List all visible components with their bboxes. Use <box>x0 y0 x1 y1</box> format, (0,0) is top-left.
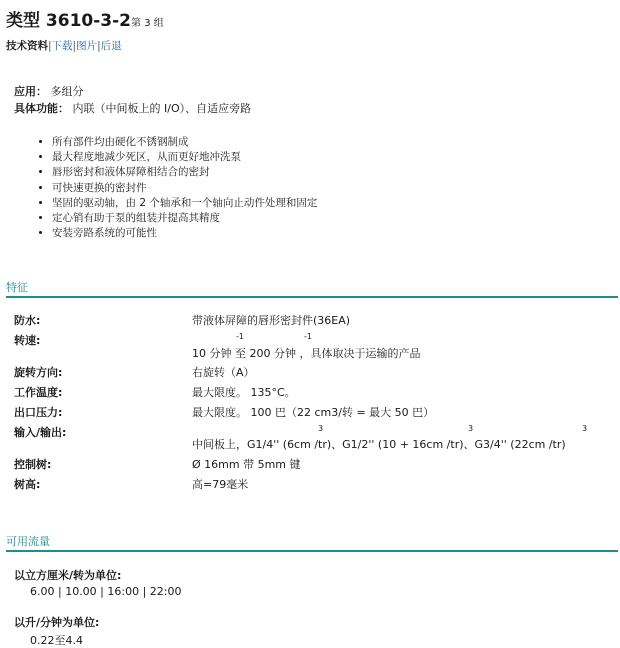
nav-separator: | <box>97 40 101 52</box>
flow-section-title: 可用流量 <box>6 535 50 548</box>
nav-link-download[interactable]: 下载 <box>51 40 73 52</box>
spec-value-temperature: 最大限度。 135°C。 <box>192 386 296 399</box>
spec-label-io: 输入/输出: <box>14 426 67 439</box>
feature-item: • 所有部件均由硬化不锈钢制成 <box>52 135 317 150</box>
feature-item: • 唇形密封和液体屏障相结合的密封 <box>52 165 317 180</box>
spec-speed-exponent: -1 <box>236 332 244 341</box>
feature-item: • 可快速更换的密封件 <box>52 181 317 196</box>
nav-current-tech-data: 技术资料 <box>6 40 48 52</box>
flow-section-divider <box>6 550 618 552</box>
function-label: 具体功能： <box>14 102 69 115</box>
spec-label-shaft-height: 树高: <box>14 478 41 491</box>
spec-speed-exponent: -1 <box>304 332 312 341</box>
feature-item: • 安装旁路系统的可能性 <box>52 226 317 241</box>
spec-label-waterproof: 防水: <box>14 314 41 327</box>
spec-io-exponent: 3 <box>582 424 588 433</box>
function-line <box>14 100 251 117</box>
nav-separator: | <box>48 40 52 52</box>
application-value: 多组分 <box>50 85 84 98</box>
spec-io-exponent: 3 <box>318 424 324 433</box>
application-label: 应用： <box>14 85 47 98</box>
spec-value-shaft-height: 高=79毫米 <box>192 478 249 491</box>
spec-value-outlet-pressure: 最大限度。 100 巴（22 cm3/转 = 最大 50 巴） <box>192 406 435 419</box>
spec-value-control-shaft: Ø 16mm 带 5mm 键 <box>192 458 301 471</box>
product-type-title: 类型 3610-3-2 <box>6 11 132 31</box>
overview-block <box>14 83 251 117</box>
feature-list <box>34 135 317 241</box>
spec-label-outlet-pressure: 出口压力: <box>14 406 63 419</box>
spec-label-control-shaft: 控制树: <box>14 458 52 471</box>
spec-value-speed: 10 分钟 至 200 分钟 ，具体取决于运输的产品 <box>192 347 421 360</box>
spec-value-rotation: 右旋转（A） <box>192 366 255 379</box>
flow-cm3-label: 以立方厘米/转为单位: <box>14 569 122 582</box>
spec-io-exponent: 3 <box>468 424 474 433</box>
page-title <box>6 6 164 31</box>
feature-item: • 定心销有助于泵的组装并提高其精度 <box>52 211 317 226</box>
feature-item: • 坚固的驱动轴，由 2 个轴承和一个轴向止动件处理和固定 <box>52 196 317 211</box>
flow-cm3-value: 6.00 | 10.00 | 16:00 | 22:00 <box>30 585 182 598</box>
spec-value-waterproof: 带液体屏障的唇形密封件(36EA) <box>192 314 351 327</box>
group-subtitle: 第 3 组 <box>131 18 164 29</box>
spec-label-rotation: 旋转方向: <box>14 366 63 379</box>
feature-item: • 最大程度地减少死区，从而更好地冲洗泵 <box>52 150 317 165</box>
nav-link-images[interactable]: 图片 <box>76 40 98 52</box>
nav-link-back[interactable]: 后退 <box>100 40 122 52</box>
flow-lpm-value: 0.22至4.4 <box>30 634 83 647</box>
spec-label-temperature: 工作温度: <box>14 386 63 399</box>
application-line <box>14 83 251 100</box>
flow-lpm-label: 以升/分钟为单位: <box>14 616 100 629</box>
specs-section-divider <box>6 296 618 298</box>
page-nav <box>6 38 122 53</box>
function-value: 内联（中间板上的 I/O）、自适应旁路 <box>72 102 252 115</box>
spec-label-speed: 转速: <box>14 334 41 347</box>
specs-section-title: 特征 <box>6 281 28 294</box>
nav-separator: | <box>72 40 77 52</box>
spec-value-io: 中间板上，G1/4'' (6cm /tr)、G1/2'' (10 + 16cm /tr)、G3/4'' (22cm /tr) <box>192 438 566 451</box>
